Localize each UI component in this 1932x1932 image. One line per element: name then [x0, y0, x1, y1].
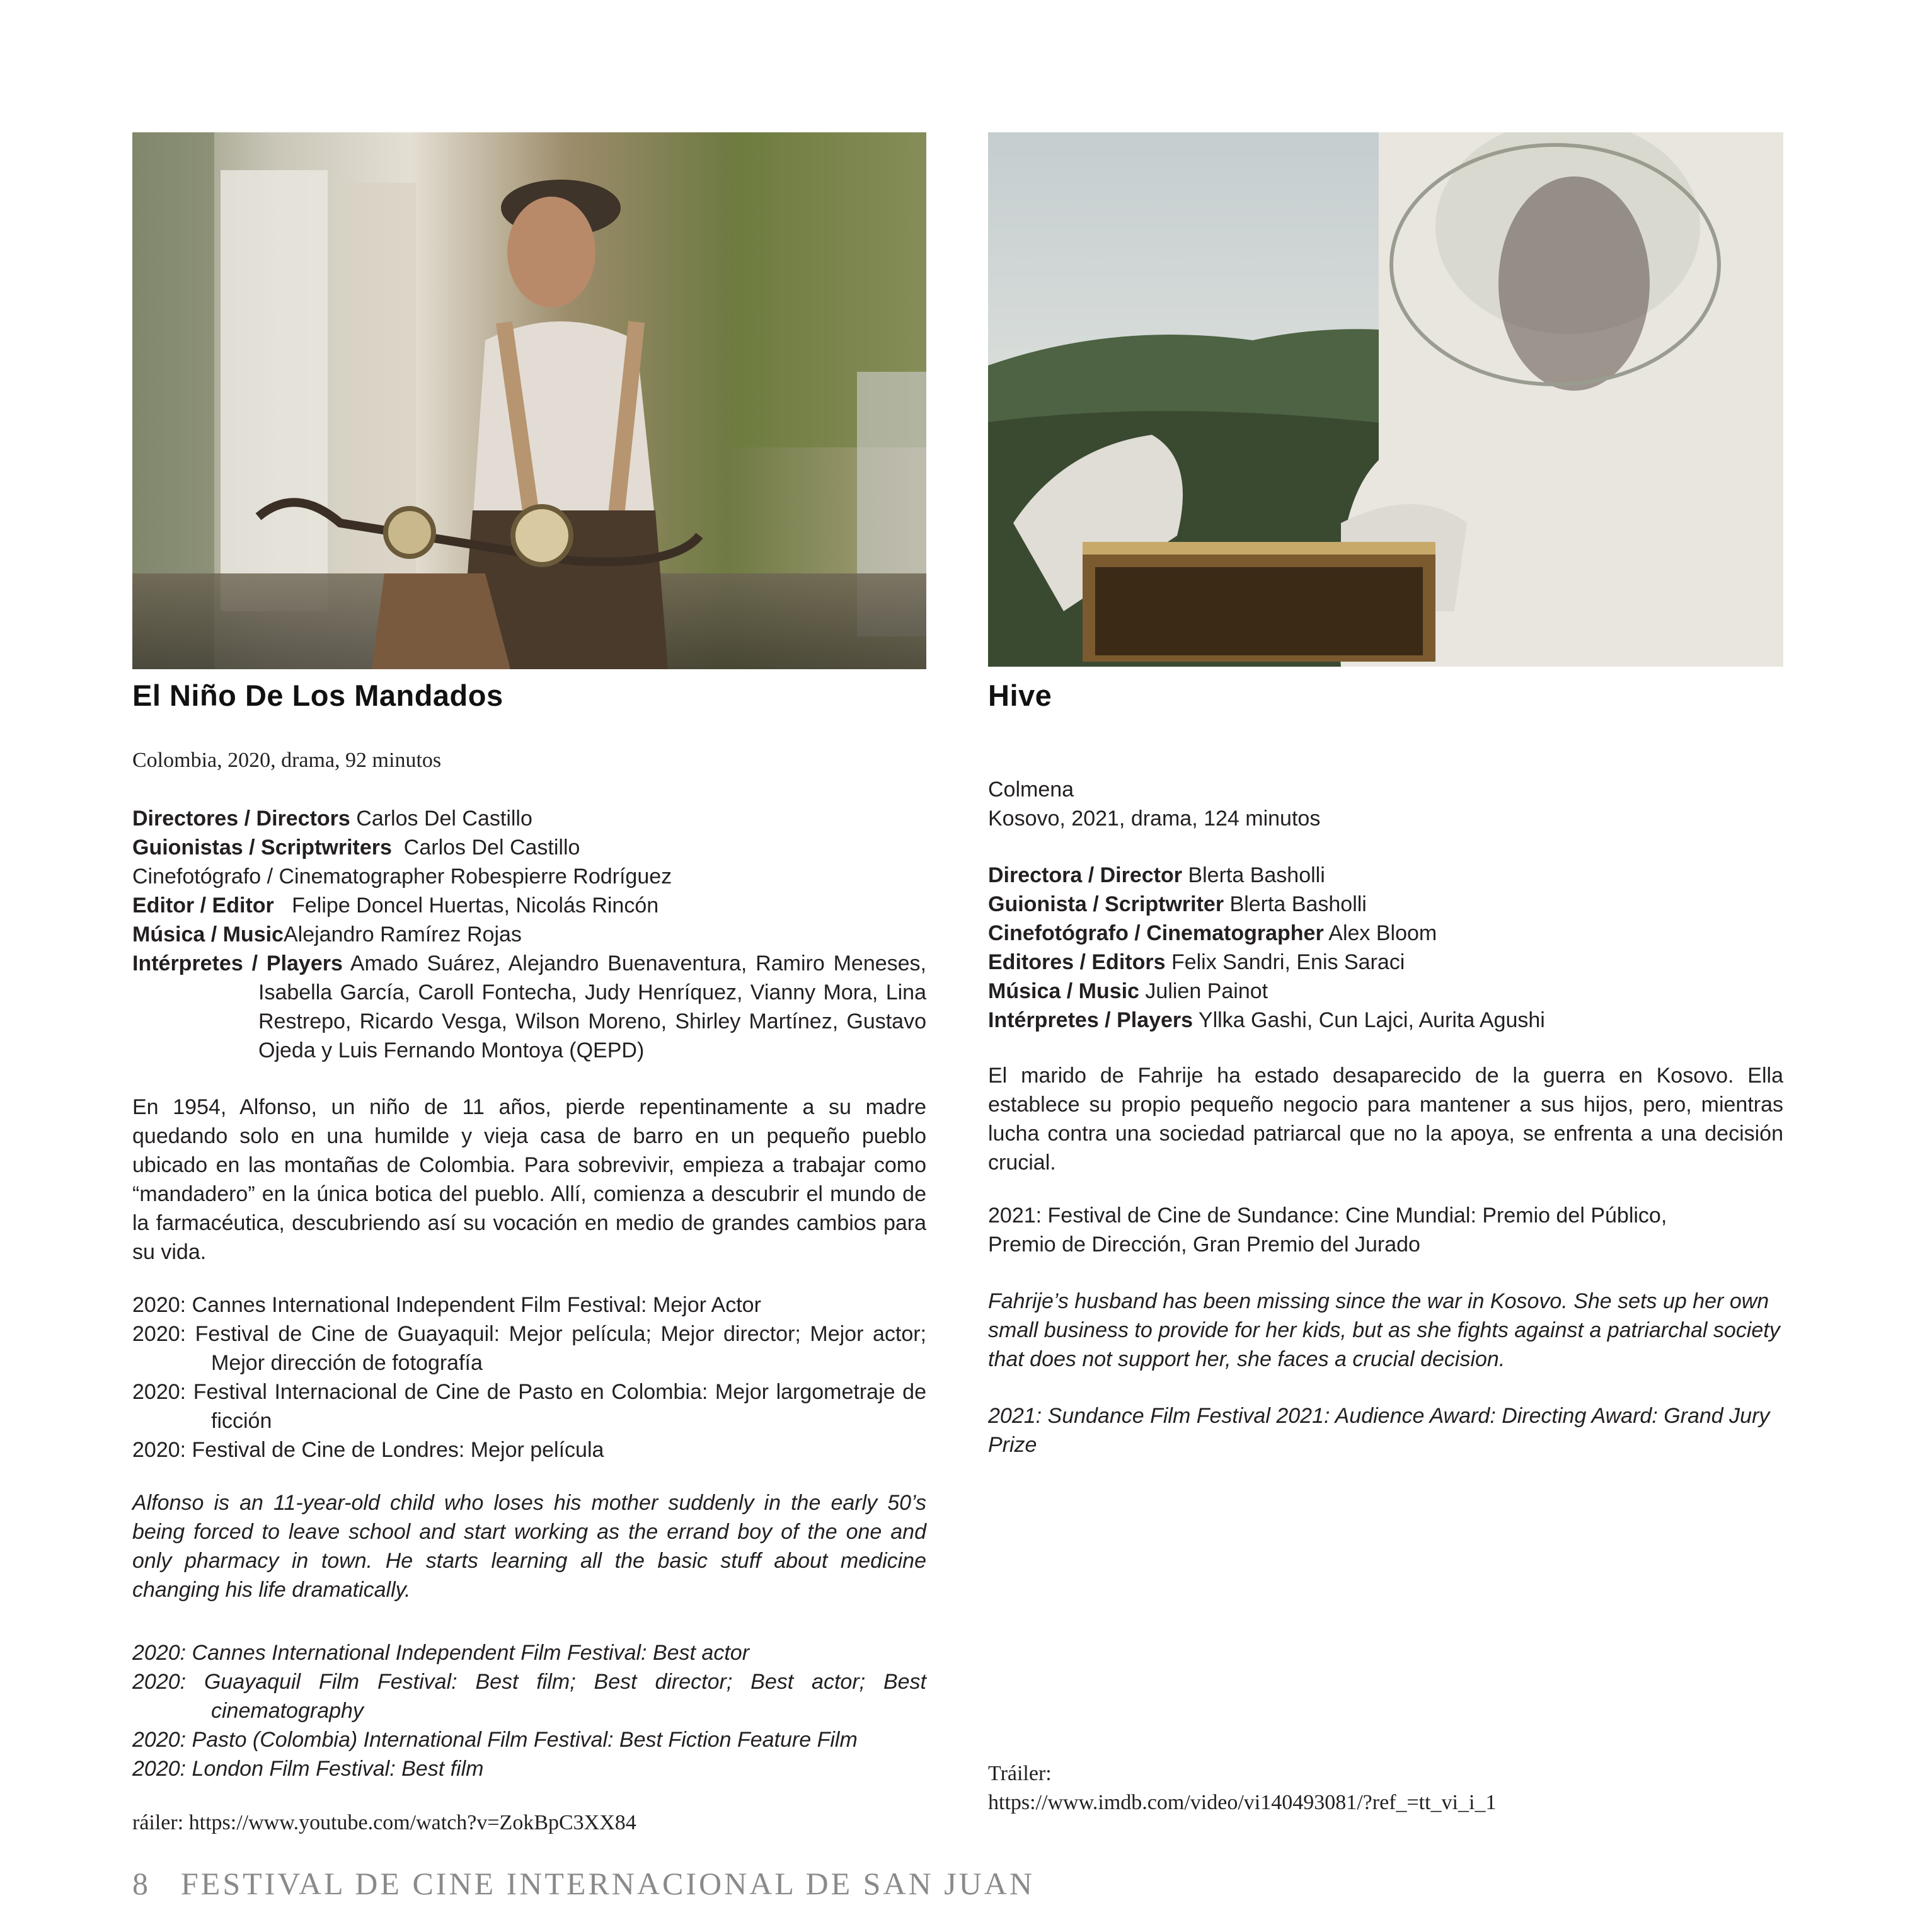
credit-music [988, 977, 1783, 1006]
credit-editors [988, 948, 1783, 977]
credit-director [988, 861, 1783, 890]
synopsis-es: El marido de Fahrije ha estado desaparecido de la guerra en Kosovo. Ella establece su propio pequeño negocio para mantener a sus hijos, pero, mientras lucha contra una sociedad patriarcal que no la apoya, se enfrenta a una decisión crucial. [988, 1064, 1783, 1175]
film-meta: Colombia, 2020, drama, 92 minutos [132, 749, 442, 772]
credit-value: Carlos Del Castillo [350, 807, 532, 831]
page-footer [132, 1865, 1035, 1902]
credit-editor [132, 891, 926, 920]
film-alt-title: Colmena [988, 778, 1074, 802]
credit-value: Alejandro Ramírez Rojas [283, 923, 522, 946]
page-number: 8 [132, 1866, 151, 1901]
award-item: 2020: London Film Festival: Best film [132, 1757, 484, 1781]
credit-label: Guionistas / Scriptwriters [132, 836, 392, 860]
awards-es: 2021: Festival de Cine de Sundance: Cine Mundial: Premio del Público, Premio de Dirección, Gran Premio del Jurado [988, 1204, 1667, 1256]
trailer-link[interactable]: https://www.imdb.com/video/vi140493081/?ref_=tt_vi_i_1 [988, 1791, 1497, 1814]
credits-list [132, 804, 926, 1065]
credit-value: Cinefotógrafo / Cinematographer Robespierre Rodríguez [132, 865, 672, 888]
trailer-block [988, 1759, 1783, 1817]
award-item: 2020: Pasto (Colombia) International Film Festival: Best Fiction Feature Film [132, 1728, 858, 1752]
credit-players [988, 1006, 1783, 1035]
credit-value: Julien Painot [1139, 979, 1268, 1003]
credit-players [132, 949, 926, 1065]
credit-cinematographer [988, 919, 1783, 948]
film-details: Kosovo, 2021, drama, 124 minutos [988, 807, 1321, 831]
synopsis-en: Fahrije’s husband has been missing since the war in Kosovo. She sets up her own small business to provide for her kids, but as she fights against a patriarchal society that does not support her, she faces a crucial decision. [988, 1289, 1780, 1371]
credit-label: Cinefotógrafo / Cinematographer [988, 921, 1324, 945]
credit-value: Blerta Basholli [1182, 863, 1325, 887]
credit-label: Editor / Editor [132, 894, 274, 917]
awards-en: 2021: Sundance Film Festival 2021: Audience Award: Directing Award: Grand Jury Prize [988, 1404, 1770, 1457]
film-still-boy-with-bicycle [132, 132, 926, 669]
film-title: El Niño De Los Mandados [132, 679, 503, 712]
credit-music [132, 920, 926, 949]
credits-list [988, 861, 1783, 1035]
credit-value: Yllka Gashi, Cun Lajci, Aurita Agushi [1193, 1008, 1545, 1032]
credit-scriptwriters [132, 833, 926, 862]
synopsis-es: En 1954, Alfonso, un niño de 11 años, pierde repentinamente a su madre quedando solo en una humilde y vieja casa de barro en un pequeño pueblo ubicado en las montañas de Colombia. Para sobrevivir, empieza a trabajar como “mandadero” en la única botica del pueblo. Allí, comienza a descubrir el mundo de la farmacéutica, descubriendo así su vocación en medio de grandes cambios para su vida. [132, 1095, 926, 1264]
credit-value: Amado Suárez, Alejandro Buenaventura, Ramiro Meneses, Isabella García, Caroll Fontecha, Judy Henríquez, Vianny Mora, Lina Restrepo, Ricardo Vesga, Wilson Moreno, Shirley Martínez, Gustavo Ojeda y Luis Fernando Montoya (QEPD) [258, 952, 926, 1062]
credit-directors [132, 804, 926, 833]
credit-scriptwriter [988, 890, 1783, 919]
credit-label: Directora / Director [988, 863, 1182, 887]
credit-label: Música / Music [988, 979, 1139, 1003]
award-item: 2020: Festival de Cine de Guayaquil: Mejor película; Mejor director; Mejor actor; Mejor dirección de fotografía [132, 1322, 926, 1375]
credit-label: Guionista / Scriptwriter [988, 892, 1224, 916]
credit-label: Intérpretes / Players [988, 1008, 1193, 1032]
awards-en [132, 1638, 926, 1783]
credit-value: Carlos Del Castillo [391, 836, 580, 860]
award-item: 2020: Guayaquil Film Festival: Best film; Best director; Best actor; Best cinematography [132, 1670, 926, 1723]
synopsis-en: Alfonso is an 11-year-old child who loses his mother suddenly in the early 50’s being forced to leave school and start working as the errand boy of the one and only pharmacy in town. He starts learning all the basic stuff about medicine changing his life dramatically. [132, 1491, 926, 1602]
credit-label: Intérpretes / Players [132, 952, 343, 975]
credit-label: Música / Music [132, 923, 284, 946]
award-item: 2020: Festival Internacional de Cine de Pasto en Colombia: Mejor largometraje de ficción [132, 1380, 926, 1433]
film-still-beekeeper [988, 132, 1783, 667]
award-item: 2020: Cannes International Independent Film Festival: Mejor Actor [132, 1293, 761, 1317]
trailer-label: Tráiler: [988, 1762, 1052, 1785]
publication-name: FESTIVAL DE CINE INTERNACIONAL DE SAN JUAN [181, 1866, 1035, 1901]
credit-label: Editores / Editors [988, 950, 1166, 974]
film-title: Hive [988, 679, 1052, 712]
trailer-link[interactable]: ráiler: https://www.youtube.com/watch?v=ZokBpC3XX84 [132, 1811, 636, 1834]
credit-value: Felipe Doncel Huertas, Nicolás Rincón [273, 894, 659, 917]
credit-cinematographer [132, 862, 926, 891]
award-item: 2020: Festival de Cine de Londres: Mejor película [132, 1438, 604, 1462]
credit-label: Directores / Directors [132, 807, 350, 831]
credit-value: Blerta Basholli [1224, 892, 1367, 916]
awards-es [132, 1291, 926, 1464]
credit-value: Felix Sandri, Enis Saraci [1165, 950, 1405, 974]
credit-value: Alex Bloom [1323, 921, 1437, 945]
award-item: 2020: Cannes International Independent Film Festival: Best actor [132, 1641, 750, 1665]
film-meta [988, 775, 1783, 833]
